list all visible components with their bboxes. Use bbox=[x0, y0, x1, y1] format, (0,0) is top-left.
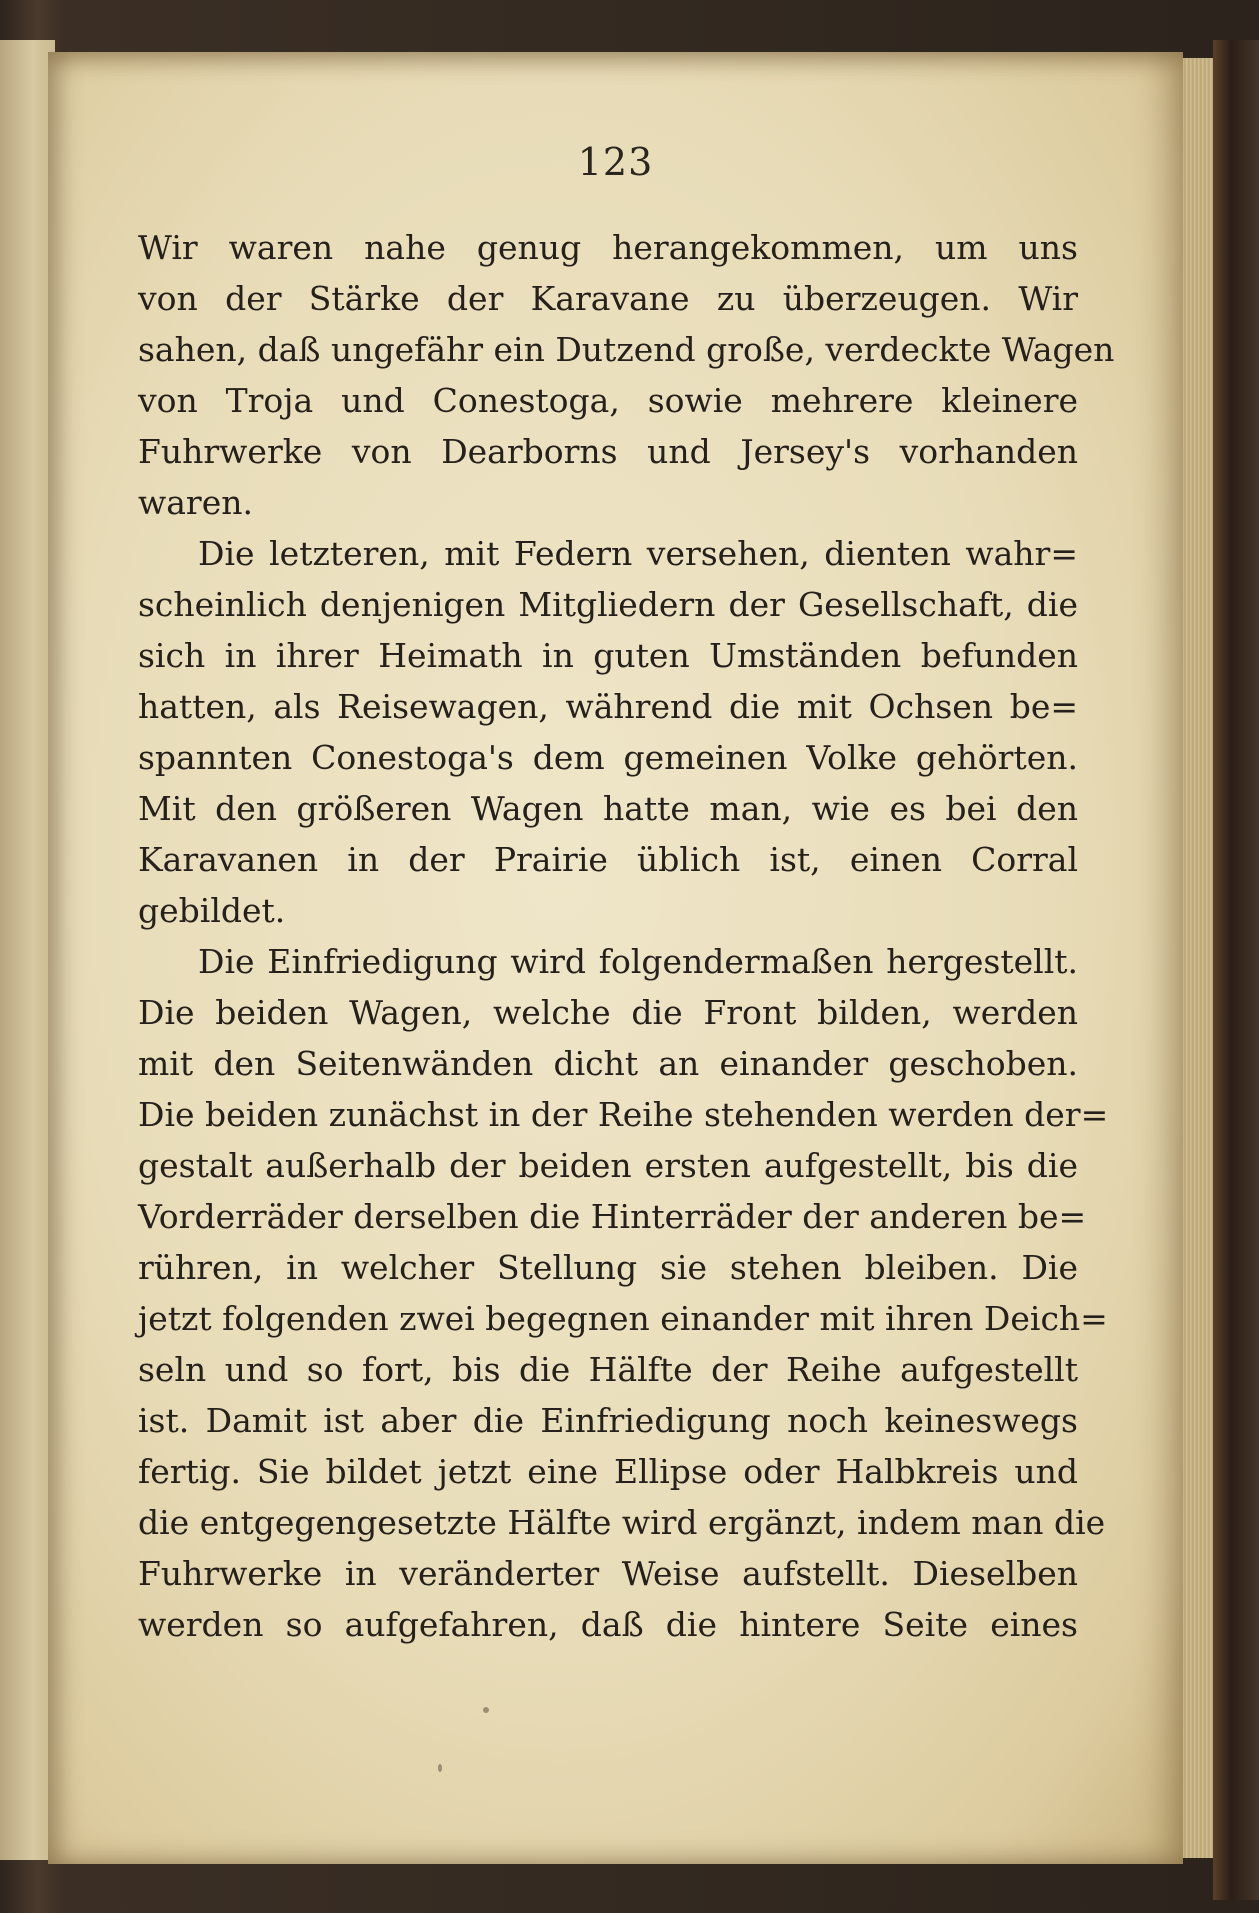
text-line: Die Einfriedigung wird folgendermaßen hergestellt. bbox=[198, 942, 1078, 981]
text-line: von der Stärke der Karavane zu überzeugen. Wir bbox=[138, 279, 1078, 318]
paragraph-1 bbox=[138, 222, 1115, 528]
text-line: von Troja und Conestoga, sowie mehrere kleinere bbox=[138, 381, 1078, 420]
text-line: scheinlich denjenigen Mitgliedern der Gesellschaft, die bbox=[138, 585, 1078, 624]
text-line: jetzt folgenden zwei begegnen einander mit ihren Deich= bbox=[138, 1299, 1108, 1338]
text-line: Vorderräder derselben die Hinterräder der anderen be= bbox=[138, 1197, 1087, 1236]
text-line: gebildet. bbox=[138, 891, 286, 930]
text-line: Wir waren nahe genug herangekommen, um uns bbox=[138, 228, 1078, 267]
paragraph-3 bbox=[138, 936, 1109, 1650]
text-line: Die letzteren, mit Federn versehen, dienten wahr= bbox=[198, 534, 1078, 573]
text-line: Fuhrwerke von Dearborns und Jersey's vorhanden bbox=[138, 432, 1078, 471]
previous-page-edge bbox=[0, 40, 55, 1860]
page-number: 123 bbox=[577, 140, 654, 184]
text-line: werden so aufgefahren, daß die hintere Seite eines bbox=[138, 1605, 1078, 1644]
text-line: mit den Seitenwänden dicht an einander geschoben. bbox=[138, 1044, 1078, 1083]
text-line: waren. bbox=[138, 483, 253, 522]
text-line: Fuhrwerke in veränderter Weise aufstellt. Dieselben bbox=[138, 1554, 1078, 1593]
text-line: Karavanen in der Prairie üblich ist, einen Corral bbox=[138, 840, 1078, 879]
text-line: Mit den größeren Wagen hatte man, wie es bei den bbox=[138, 789, 1078, 828]
book-page bbox=[48, 52, 1183, 1864]
paper-speck bbox=[483, 1707, 489, 1713]
text-line: die entgegengesetzte Hälfte wird ergänzt, indem man die bbox=[138, 1503, 1106, 1542]
text-line: gestalt außerhalb der beiden ersten aufgestellt, bis die bbox=[138, 1146, 1078, 1185]
text-line: seln und so fort, bis die Hälfte der Reihe aufgestellt bbox=[138, 1350, 1078, 1389]
page-stack-edge bbox=[1183, 58, 1213, 1858]
paragraph-2 bbox=[138, 528, 1078, 936]
text-line: fertig. Sie bildet jetzt eine Ellipse oder Halbkreis und bbox=[138, 1452, 1078, 1491]
text-line: spannten Conestoga's dem gemeinen Volke gehörten. bbox=[138, 738, 1078, 777]
text-line: Die beiden zunächst in der Reihe stehenden werden der= bbox=[138, 1095, 1109, 1134]
text-line: sich in ihrer Heimath in guten Umständen befunden bbox=[138, 636, 1078, 675]
paper-speck bbox=[438, 1764, 442, 1772]
text-line: Die beiden Wagen, welche die Front bilden, werden bbox=[138, 993, 1078, 1032]
text-line: sahen, daß ungefähr ein Dutzend große, verdeckte Wagen bbox=[138, 330, 1115, 369]
book-binding bbox=[1213, 40, 1259, 1900]
text-line: ist. Damit ist aber die Einfriedigung noch keineswegs bbox=[138, 1401, 1078, 1440]
body-text bbox=[138, 222, 1115, 1650]
text-line: rühren, in welcher Stellung sie stehen bleiben. Die bbox=[138, 1248, 1078, 1287]
text-line: hatten, als Reisewagen, während die mit Ochsen be= bbox=[138, 687, 1078, 726]
